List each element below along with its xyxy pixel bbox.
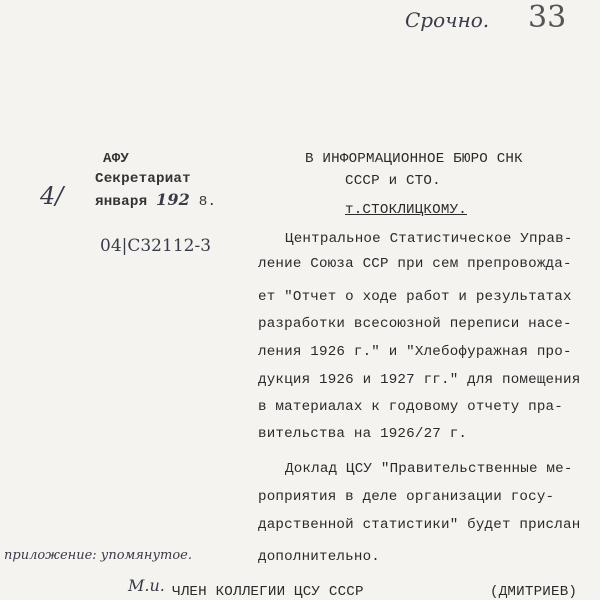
body-line: дополнительно. [258, 549, 380, 565]
signature-title: ЧЛЕН КОЛЛЕГИИ ЦСУ СССР [172, 584, 364, 600]
sender-dept: Секретариат [95, 171, 191, 187]
addressee-line1: В ИНФОРМАЦИОННОЕ БЮРО СНК [305, 151, 523, 167]
sender-org: АФУ [103, 151, 130, 167]
signature-name: (ДМИТРИЕВ) [490, 584, 578, 600]
addressee-name: т.СТОКЛИЦКОМУ. [345, 202, 467, 218]
initials: М.и. [128, 576, 165, 595]
body-line: Центральное Статистическое Управ- [285, 231, 573, 247]
addressee-line2: СССР и СТО. [345, 173, 441, 189]
date-month: января [95, 194, 148, 210]
page-number: 33 [528, 0, 567, 35]
body-line: разработки всесоюзной переписи насе- [258, 316, 572, 332]
reference-number: 04|С32112-3 [100, 236, 212, 256]
body-line: вительства на 1926/27 г. [258, 426, 468, 442]
sender-date [95, 192, 216, 209]
body-line: дукция 1926 и 1927 гг." для помещения [258, 372, 581, 388]
date-year-handwritten: 192 [156, 190, 191, 209]
body-line: ления 1926 г." и "Хлебофуражная про- [258, 344, 572, 360]
body-line: ет "Отчет о ходе работ и результатах [258, 289, 572, 305]
urgent-note: Срочно. [405, 8, 490, 32]
body-line: роприятия в деле организации госу- [258, 489, 555, 505]
body-line: в материалах к годовому отчету пра- [258, 399, 563, 415]
margin-mark: 4/ [40, 182, 64, 210]
attachment-note: приложение: упомянутое. [4, 548, 192, 563]
body-line: дарственной статистики" будет прислан [258, 517, 581, 533]
date-suffix: 8. [198, 194, 217, 210]
body-line: ление Союза ССР при сем препровождa- [258, 256, 572, 272]
body-line: Доклад ЦСУ "Правительственные ме- [285, 461, 573, 477]
